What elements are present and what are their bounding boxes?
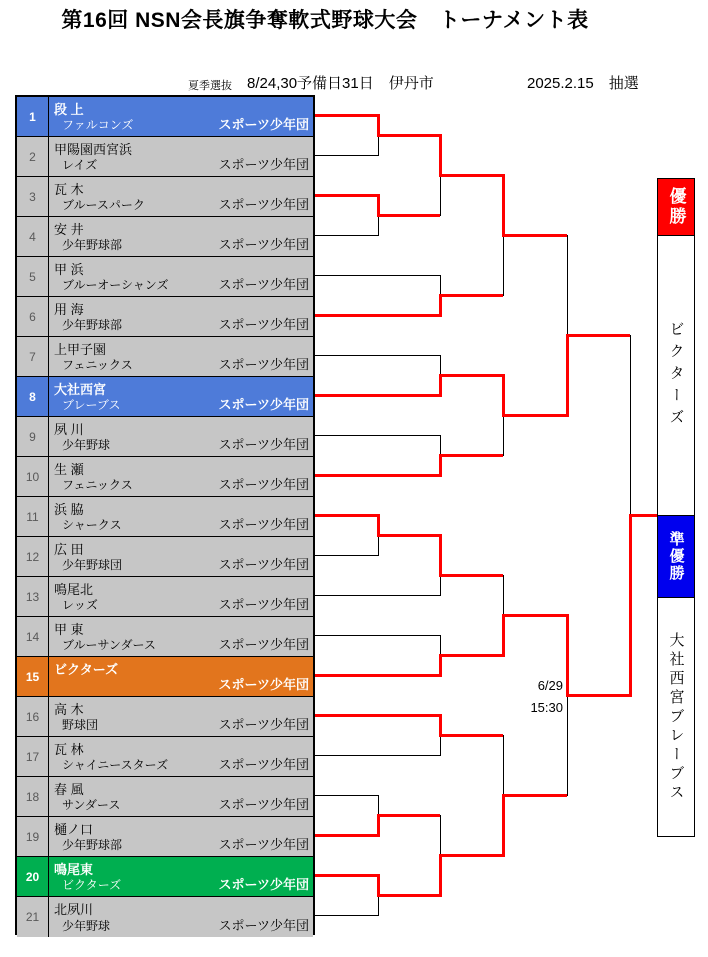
team-subname: フェニックス — [62, 358, 133, 372]
team-subname: ブレーブス — [62, 398, 121, 412]
winner-path-line — [502, 614, 505, 657]
team-cell — [49, 377, 313, 416]
schedule-text: 8/24,30予備日31日 伊丹市 — [247, 75, 434, 92]
seed-number: 18 — [17, 777, 49, 816]
seed-number: 1 — [17, 97, 49, 136]
team-name: 段 上 — [54, 102, 84, 117]
team-name: 高 木 — [54, 702, 84, 717]
team-row — [17, 377, 313, 417]
team-subname: 少年野球部 — [62, 238, 123, 252]
team-subname: 少年野球 — [62, 919, 111, 933]
bracket-line — [440, 435, 441, 456]
bracket-line — [503, 575, 504, 616]
winner-path-line — [315, 714, 440, 717]
winner-path-line — [377, 814, 380, 837]
bracket-line — [630, 335, 631, 516]
winner-path-line — [566, 334, 569, 417]
team-row — [17, 137, 313, 177]
team-row — [17, 617, 313, 657]
team-name: ビクターズ — [54, 662, 119, 677]
team-row — [17, 657, 313, 697]
team-subname: ブルーオーシャンズ — [62, 278, 169, 292]
team-subname: 野球団 — [62, 718, 99, 732]
team-subname: ブルースパーク — [62, 198, 145, 212]
bracket-line — [503, 415, 504, 456]
team-name: 北夙川 — [54, 902, 94, 917]
team-name: 大社西宮 — [54, 382, 107, 397]
winner-path-line — [440, 454, 503, 457]
draw-date: 2025.2.15 抽選 — [527, 75, 639, 92]
team-cell — [49, 657, 313, 696]
winner-path-line — [502, 794, 505, 857]
winner-path-line — [502, 174, 505, 237]
org-label: スポーツ少年団 — [218, 797, 309, 812]
org-label: スポーツ少年団 — [218, 197, 309, 212]
team-subname: 少年野球 — [62, 438, 111, 452]
team-subname: 少年野球団 — [62, 558, 123, 572]
seed-number: 4 — [17, 217, 49, 256]
winner-path-line — [440, 654, 503, 657]
team-name: 甲 東 — [54, 622, 84, 637]
org-label: スポーツ少年団 — [218, 837, 309, 852]
org-label: スポーツ少年団 — [218, 517, 309, 532]
team-name: 瓦 木 — [54, 182, 84, 197]
team-cell — [49, 897, 313, 937]
champion-name: ビクターズ — [657, 235, 695, 516]
org-label: スポーツ少年団 — [218, 918, 309, 933]
team-row — [17, 297, 313, 337]
team-cell — [49, 497, 313, 536]
winner-path-line — [378, 534, 440, 537]
winner-path-line — [439, 374, 442, 397]
bracket-line — [315, 595, 440, 596]
org-label: スポーツ少年団 — [218, 637, 309, 652]
team-cell — [49, 97, 313, 136]
bracket-line — [567, 235, 568, 336]
team-row — [17, 897, 313, 937]
winner-path-line — [439, 854, 442, 897]
team-name: 用 海 — [54, 302, 84, 317]
team-subname: ブルーサンダース — [62, 638, 156, 652]
winner-path-line — [439, 654, 442, 677]
team-cell — [49, 177, 313, 216]
winner-path-line — [439, 294, 442, 317]
winner-path-line — [440, 374, 503, 377]
bracket-line — [440, 815, 441, 856]
winner-path-line — [503, 234, 567, 237]
runner-up-label: 準優勝 — [657, 515, 695, 598]
team-cell — [49, 577, 313, 616]
bracket-line — [440, 735, 441, 756]
winner-path-line — [567, 334, 630, 337]
team-row — [17, 457, 313, 497]
team-name: 夙 川 — [54, 422, 84, 437]
team-row — [17, 537, 313, 577]
team-subname: ファルコンズ — [62, 118, 134, 132]
seed-number: 6 — [17, 297, 49, 336]
team-cell — [49, 217, 313, 256]
team-row — [17, 97, 313, 137]
team-name: 鳴尾東 — [54, 862, 94, 877]
team-cell — [49, 257, 313, 296]
team-subname: サンダース — [62, 798, 121, 812]
winner-path-line — [315, 874, 378, 877]
winner-path-line — [315, 194, 378, 197]
winner-path-line — [503, 614, 567, 617]
org-label: スポーツ少年団 — [218, 717, 309, 732]
team-row — [17, 817, 313, 857]
team-row — [17, 697, 313, 737]
team-cell — [49, 777, 313, 816]
seed-number: 15 — [17, 657, 49, 696]
bracket-line — [378, 535, 379, 556]
org-label: スポーツ少年団 — [218, 477, 309, 492]
bracket-line — [440, 275, 441, 296]
team-name: 生 瀬 — [54, 462, 84, 477]
team-name: 甲陽園西宮浜 — [54, 142, 133, 157]
seed-number: 21 — [17, 897, 49, 937]
bracket-line — [378, 795, 379, 816]
winner-path-line — [440, 294, 503, 297]
team-row — [17, 857, 313, 897]
winner-path-line — [503, 794, 567, 797]
bracket-line — [315, 755, 440, 756]
seed-number: 10 — [17, 457, 49, 496]
winner-path-line — [503, 414, 567, 417]
winner-path-line — [315, 114, 378, 117]
winner-path-line — [567, 694, 630, 697]
org-label: スポーツ少年団 — [218, 317, 309, 332]
org-label: スポーツ少年団 — [218, 557, 309, 572]
bracket-line — [378, 895, 379, 916]
team-table — [15, 95, 315, 935]
season-label: 夏季選抜 — [188, 80, 232, 92]
winner-path-line — [629, 514, 632, 697]
team-cell — [49, 537, 313, 576]
team-name: 鳴尾北 — [54, 582, 94, 597]
winner-path-line — [440, 854, 503, 857]
team-subname: レッズ — [62, 598, 98, 612]
bracket-line — [315, 915, 378, 916]
team-row — [17, 737, 313, 777]
final-match-time: 15:30 — [530, 700, 563, 715]
bracket-line — [503, 735, 504, 796]
team-subname: 少年野球部 — [62, 318, 123, 332]
org-label: スポーツ少年団 — [218, 237, 309, 252]
seed-number: 13 — [17, 577, 49, 616]
org-label: スポーツ少年団 — [218, 357, 309, 372]
winner-path-line — [440, 734, 503, 737]
winner-path-line — [378, 134, 440, 137]
seed-number: 14 — [17, 617, 49, 656]
seed-number: 7 — [17, 337, 49, 376]
seed-number: 8 — [17, 377, 49, 416]
team-row — [17, 577, 313, 617]
champion-label: 優勝 — [657, 178, 695, 236]
winner-path-line — [439, 534, 442, 577]
winner-path-line — [315, 394, 440, 397]
team-cell — [49, 697, 313, 736]
org-label: スポーツ少年団 — [218, 757, 309, 772]
winner-path-line — [378, 894, 440, 897]
team-cell — [49, 137, 313, 176]
bracket-line — [503, 235, 504, 296]
seed-number: 16 — [17, 697, 49, 736]
winner-path-line — [378, 814, 440, 817]
team-cell — [49, 617, 313, 656]
winner-path-line — [566, 614, 569, 697]
team-subname: 少年野球部 — [62, 838, 123, 852]
winner-path-line — [440, 574, 503, 577]
bracket-line — [315, 795, 378, 796]
bracket-line — [315, 435, 440, 436]
bracket-line — [440, 575, 441, 596]
bracket-line — [567, 695, 568, 796]
team-name: 樋ノ口 — [54, 822, 94, 837]
org-label: スポーツ少年団 — [218, 677, 309, 692]
winner-path-line — [439, 454, 442, 477]
team-name: 瓦 林 — [54, 742, 84, 757]
winner-path-line — [315, 674, 440, 677]
org-label: スポーツ少年団 — [218, 277, 309, 292]
team-cell — [49, 737, 313, 776]
team-cell — [49, 417, 313, 456]
bracket-line — [315, 635, 440, 636]
team-subname: シャイニースターズ — [62, 758, 169, 772]
team-name: 上甲子園 — [54, 342, 107, 357]
team-row — [17, 177, 313, 217]
bracket-line — [440, 635, 441, 656]
team-cell — [49, 857, 313, 896]
bracket-line — [378, 135, 379, 156]
team-cell — [49, 457, 313, 496]
bracket-line — [315, 555, 378, 556]
bracket-line — [440, 355, 441, 376]
org-label: スポーツ少年団 — [218, 117, 309, 132]
winner-path-line — [630, 514, 657, 517]
team-cell — [49, 337, 313, 376]
seed-number: 3 — [17, 177, 49, 216]
seed-number: 11 — [17, 497, 49, 536]
team-row — [17, 777, 313, 817]
final-match-annotation — [485, 675, 563, 719]
team-row — [17, 217, 313, 257]
winner-path-line — [315, 514, 378, 517]
team-subname: ビクターズ — [62, 878, 122, 892]
team-subname: フェニックス — [62, 478, 133, 492]
runner-up-name: 大社西宮ブレーブス — [657, 597, 695, 837]
seed-number: 9 — [17, 417, 49, 456]
team-name: 浜 脇 — [54, 502, 84, 517]
bracket-line — [378, 215, 379, 236]
team-row — [17, 497, 313, 537]
winner-path-line — [378, 214, 440, 217]
seed-number: 19 — [17, 817, 49, 856]
team-row — [17, 417, 313, 457]
team-name: 甲 浜 — [54, 262, 84, 277]
bracket-line — [315, 235, 378, 236]
org-label: スポーツ少年団 — [218, 397, 309, 412]
team-row — [17, 337, 313, 377]
org-label: スポーツ少年団 — [218, 437, 309, 452]
page-title: 第16回 NSN会長旗争奪軟式野球大会 トーナメント表 — [61, 9, 589, 32]
team-row — [17, 257, 313, 297]
bracket-line — [315, 355, 440, 356]
bracket-line — [315, 275, 440, 276]
final-match-date: 6/29 — [537, 678, 563, 693]
winner-path-line — [440, 174, 503, 177]
bracket-line — [315, 155, 378, 156]
seed-number: 12 — [17, 537, 49, 576]
team-name: 春 風 — [54, 782, 84, 797]
winner-path-line — [439, 134, 442, 177]
winner-path-line — [502, 374, 505, 417]
team-subname: レイズ — [62, 158, 98, 172]
team-subname: シャークス — [62, 518, 122, 532]
org-label: スポーツ少年団 — [218, 597, 309, 612]
winner-path-line — [315, 834, 378, 837]
winner-path-line — [315, 474, 440, 477]
team-name: 安 井 — [54, 222, 84, 237]
team-cell — [49, 817, 313, 856]
org-label: スポーツ少年団 — [218, 877, 309, 892]
org-label: スポーツ少年団 — [218, 157, 309, 172]
team-cell — [49, 297, 313, 336]
seed-number: 20 — [17, 857, 49, 896]
seed-number: 5 — [17, 257, 49, 296]
bracket-line — [440, 175, 441, 216]
winner-path-line — [315, 314, 440, 317]
team-name: 広 田 — [54, 542, 84, 557]
seed-number: 2 — [17, 137, 49, 176]
seed-number: 17 — [17, 737, 49, 776]
